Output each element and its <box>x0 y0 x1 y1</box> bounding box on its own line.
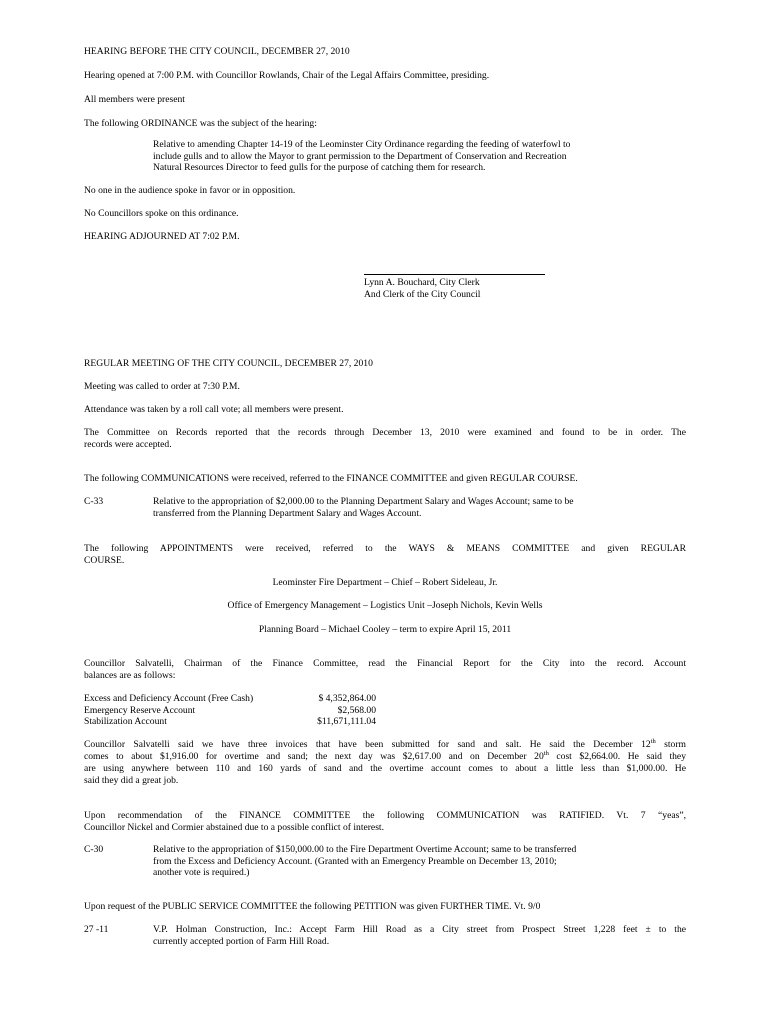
p27-text <box>153 924 686 947</box>
appointment-item: Planning Board – Michael Cooley – term to expire April 15, 2011 <box>258 624 512 635</box>
meeting-attendance: Attendance was taken by a roll call vote; all members were present. <box>84 404 344 415</box>
hearing-audience: No one in the audience spoke in favor or in opposition. <box>84 185 296 196</box>
item-number: C-33 <box>84 496 104 507</box>
ordinance-line: include gulls and to allow the Mayor to grant permission to the Department of Conservation and Recreation <box>153 150 567 162</box>
item-line: from the Excess and Deficiency Account. (Granted with an Emergency Preamble on December 13, 2010; <box>153 855 557 867</box>
invoices-line: are using anywhere between 110 and 160 yards of sand and the overtime account comes to about a little less than $1,000.00. He <box>84 763 686 774</box>
balance-label: Excess and Deficiency Account (Free Cash) <box>84 693 254 704</box>
ratified-intro: Councillor Nickel and Cormier abstained due to a possible conflict of interest. <box>84 822 384 833</box>
item-line: another vote is required.) <box>153 867 250 879</box>
appointment-item: Leominster Fire Department – Chief – Robert Sideleau, Jr. <box>272 577 498 588</box>
appointments-intro: The following APPOINTMENTS were received, referred to the WAYS & MEANS COMMITTEE and given REGULAR <box>84 543 686 554</box>
ordinance-line: Relative to amending Chapter 14-19 of the Leominster City Ordinance regarding the feeding of waterfowl to <box>153 139 571 150</box>
hearing-members: All members were present <box>84 94 185 105</box>
balance-row <box>84 705 376 717</box>
financial-report: balances are as follows: <box>84 670 176 681</box>
balance-label: Stabilization Account <box>84 716 167 728</box>
invoices-line <box>84 739 686 751</box>
c33-text <box>153 496 686 519</box>
appointment-item: Office of Emergency Management – Logistics Unit –Joseph Nichols, Kevin Wells <box>227 600 543 611</box>
meeting-title: REGULAR MEETING OF THE CITY COUNCIL, DECEMBER 27, 2010 <box>84 358 373 369</box>
balance-value: $11,671,111.04 <box>317 716 376 728</box>
hearing-adjourned: HEARING ADJOURNED AT 7:02 P.M. <box>84 231 240 242</box>
c30-text <box>153 844 686 879</box>
records-line: records were accepted. <box>84 439 172 450</box>
hearing-opened: Hearing opened at 7:00 P.M. with Councillor Rowlands, Chair of the Legal Affairs Committee, presiding. <box>84 70 490 81</box>
invoices-text: comes to about $1,916.00 for overtime and sand; the next day was $2,617.00 and on December 20 <box>84 751 544 762</box>
ordinal-suffix: th <box>650 737 656 745</box>
signature-title: And Clerk of the City Council <box>364 289 481 300</box>
item-line: Relative to the appropriation of $150,000.00 to the Fire Department Overtime Account; same to be transferred <box>153 844 577 855</box>
item-number: 27 -11 <box>84 924 109 935</box>
hearing-title: HEARING BEFORE THE CITY COUNCIL, DECEMBER 27, 2010 <box>84 46 350 57</box>
communications-intro: The following COMMUNICATIONS were received, referred to the FINANCE COMMITTEE and given REGULAR COURSE. <box>84 473 578 484</box>
invoices-text: storm <box>655 739 686 750</box>
item-line: transferred from the Planning Department Salary and Wages Account. <box>153 507 422 519</box>
balance-value: $ 4,352,864.00 <box>318 693 376 704</box>
ordinance-line: Natural Resources Director to feed gulls for the purpose of catching them for research. <box>153 162 486 174</box>
item-line: Relative to the appropriation of $2,000.00 to the Planning Department Salary and Wages Account; same to be <box>153 496 574 507</box>
signature-line <box>364 274 545 275</box>
item-number: C-30 <box>84 844 104 855</box>
item-line: currently accepted portion of Farm Hill Road. <box>153 935 330 947</box>
ordinance-text <box>153 139 686 174</box>
hearing-subject: The following ORDINANCE was the subject of the hearing: <box>84 118 317 129</box>
hearing-councillors: No Councillors spoke on this ordinance. <box>84 208 239 219</box>
meeting-called: Meeting was called to order at 7:30 P.M. <box>84 381 240 392</box>
balances-table <box>84 693 376 728</box>
invoices-line <box>84 751 686 763</box>
ordinal-suffix: th <box>543 749 549 757</box>
item-line: V.P. Holman Construction, Inc.: Accept Farm Hill Road as a City street from Prospect Street 1,228 feet ± to the <box>153 924 686 935</box>
balance-value: $2,568.00 <box>337 704 376 716</box>
signature-name: Lynn A. Bouchard, City Clerk <box>364 277 480 288</box>
invoices-text: cost $2,664.00. He said they <box>548 751 686 762</box>
invoices-text: Councillor Salvatelli said we have three invoices that have been submitted for sand and salt. He said the December 12 <box>84 739 651 750</box>
petition-intro: Upon request of the PUBLIC SERVICE COMMITTEE the following PETITION was given FURTHER TIME. Vt. 9/0 <box>84 901 541 912</box>
financial-report: Councillor Salvatelli, Chairman of the Finance Committee, read the Financial Report for the City into the record. Account <box>84 658 686 669</box>
balance-row <box>84 693 376 705</box>
balance-row <box>84 716 376 728</box>
balance-label: Emergency Reserve Account <box>84 704 196 716</box>
appointments-intro: COURSE. <box>84 555 125 566</box>
ratified-intro: Upon recommendation of the FINANCE COMMITTEE the following COMMUNICATION was RATIFIED. Vt. 7 “yeas”, <box>84 810 686 821</box>
invoices-line: said they did a great job. <box>84 775 179 786</box>
records-line: The Committee on Records reported that the records through December 13, 2010 were examined and found to be in order. The <box>84 427 686 438</box>
